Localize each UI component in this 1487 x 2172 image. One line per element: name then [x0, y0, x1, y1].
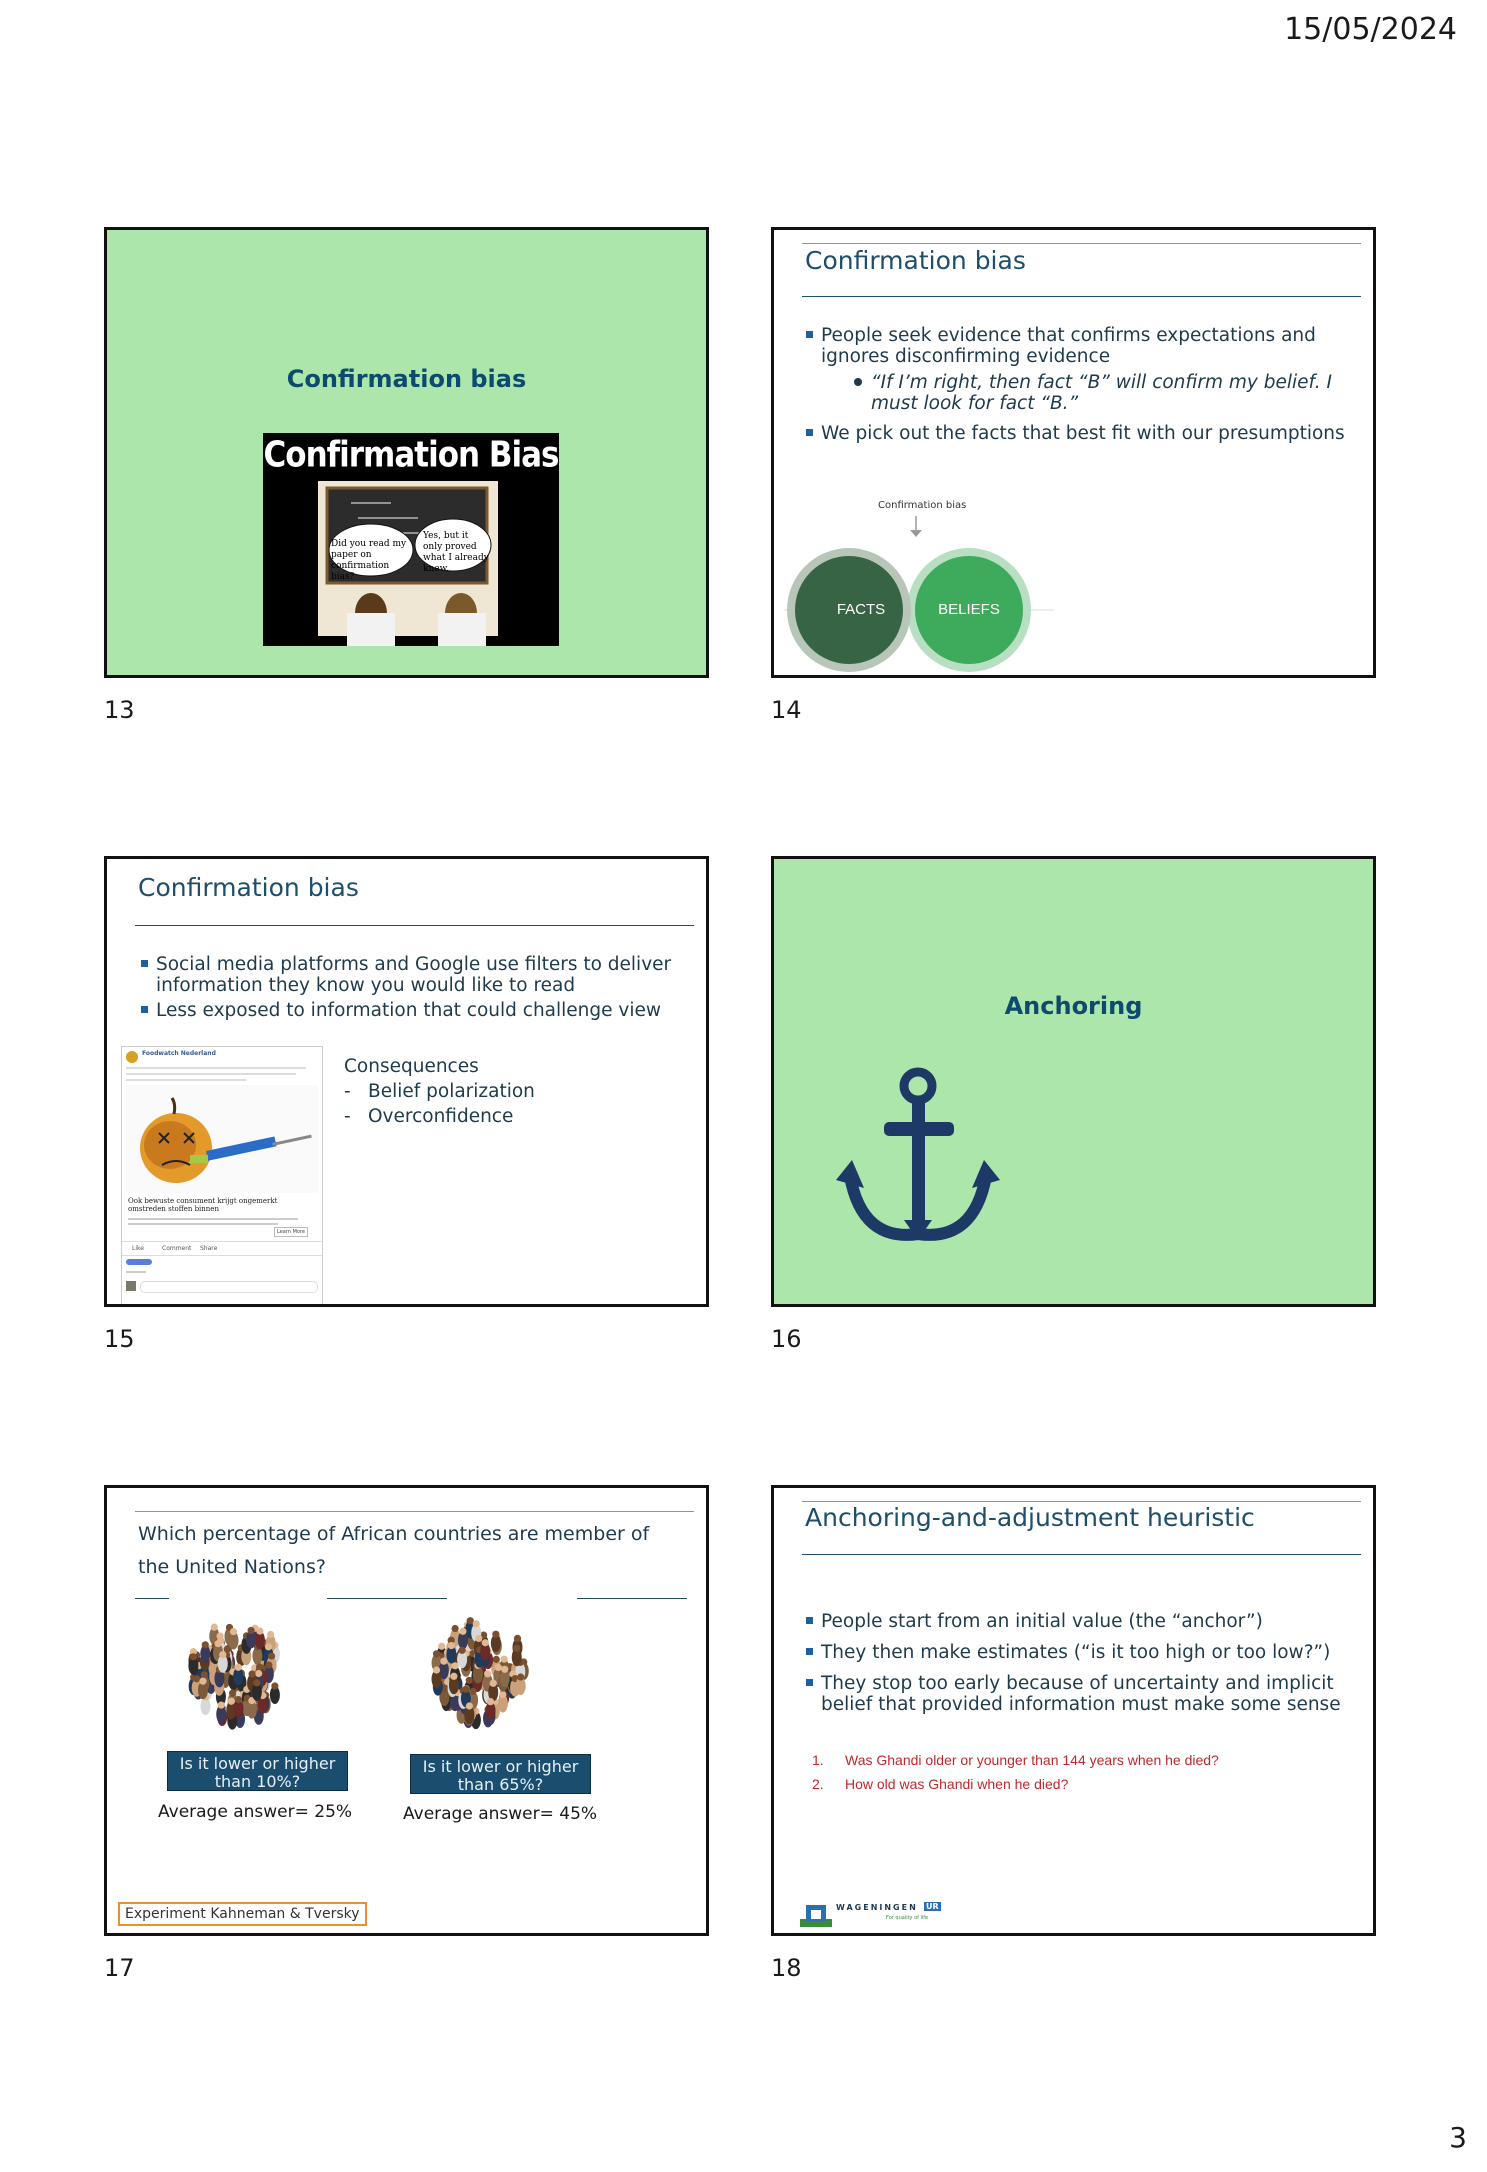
page-number: 3 [1449, 2121, 1467, 2154]
slide-14-number: 14 [771, 696, 802, 724]
slide-15 [104, 856, 709, 1307]
bullet: People seek evidence that confirms expectations and ignores disconfirming evidence [821, 325, 1351, 367]
slide-13 [104, 227, 709, 678]
speech-bubble-left: Did you read my paper on confirmation bias? [331, 539, 407, 582]
slide-15-title: Confirmation bias [138, 873, 359, 902]
slide-15-number: 15 [104, 1325, 135, 1353]
crowd-image-1 [167, 1603, 307, 1743]
facebook-post-screenshot [121, 1046, 323, 1307]
question-box-10: Is it lower or higher than 10%? [167, 1751, 348, 1791]
wageningen-ur-logo [800, 1901, 970, 1929]
slide-17 [104, 1485, 709, 1936]
slide-13-number: 13 [104, 696, 135, 724]
bullet: Less exposed to information that could challenge view [156, 1000, 696, 1021]
post-page-name: Foodwatch Nederland [142, 1050, 216, 1057]
slide-18-number: 18 [771, 1954, 802, 1982]
wageningen-logo-mark [800, 1901, 832, 1927]
post-headline: Ook bewuste consument krijgt ongemerkt omstreden stoffen binnen [128, 1197, 278, 1213]
share-button[interactable]: Share [200, 1245, 218, 1252]
slide-17-title: Which percentage of African countries are member of the United Nations? [138, 1523, 650, 1578]
question-number: 2. [812, 1776, 824, 1792]
ghandi-question-2: How old was Ghandi when he died? [845, 1776, 1069, 1792]
confirmation-bias-cartoon [263, 433, 559, 646]
speech-bubble-right: Yes, but it only proved what I already knew. [423, 531, 489, 574]
slide-17-number: 17 [104, 1954, 135, 1982]
cartoon-title: Confirmation Bias [263, 434, 559, 476]
slide-18-title: Anchoring-and-adjustment heuristic [805, 1503, 1255, 1532]
logo-ur: UR [926, 1902, 939, 1911]
slide-14-title: Confirmation bias [805, 246, 1026, 275]
venn-label-beliefs: BELIEFS [938, 601, 1000, 618]
ghandi-question-1: Was Ghandi older or younger than 144 years when he died? [845, 1752, 1219, 1768]
average-answer-2: Average answer= 45% [403, 1804, 598, 1824]
diagram-caption: Confirmation bias [878, 500, 967, 511]
venn-label-facts: FACTS [836, 601, 886, 618]
bullet: They then make estimates (“is it too high or too low?”) [821, 1642, 1366, 1663]
comment-button[interactable]: Comment [162, 1245, 192, 1252]
logo-text: WAGENINGEN [836, 1903, 918, 1912]
average-answer-1: Average answer= 25% [158, 1802, 353, 1822]
facts-beliefs-venn-diagram [784, 510, 1084, 678]
slide-16-number: 16 [771, 1325, 802, 1353]
cartoon-illustration [263, 433, 559, 646]
logo-tagline: For quality of life [886, 1915, 929, 1921]
sub-bullet: “If I’m right, then fact “B” will confirm my belief. I must look for fact “B.” [871, 372, 1349, 414]
consequence-item: - Belief polarization [344, 1081, 535, 1102]
like-button[interactable]: Like [132, 1245, 144, 1252]
rotten-apple-syringe-image [126, 1085, 318, 1193]
question-box-65: Is it lower or higher than 65%? [410, 1754, 591, 1794]
bullet: Social media platforms and Google use filters to deliver information they know you would like to read [156, 954, 686, 996]
learn-more-button[interactable]: Learn More [274, 1227, 308, 1237]
print-date: 15/05/2024 [1284, 12, 1457, 47]
question-number: 1. [812, 1752, 824, 1768]
bullet: They stop too early because of uncertainty and implicit belief that provided information must make some sense [821, 1673, 1356, 1715]
slide-14 [771, 227, 1376, 678]
slide-18 [771, 1485, 1376, 1936]
slide-16-title: Anchoring [1004, 992, 1143, 1020]
bullet: People start from an initial value (the “anchor”) [821, 1611, 1366, 1632]
bullet: We pick out the facts that best fit with our presumptions [821, 423, 1366, 444]
anchor-icon [834, 1064, 1004, 1254]
slide-16 [771, 856, 1376, 1307]
consequence-item: - Overconfidence [344, 1106, 514, 1127]
slide-13-title: Confirmation bias [286, 365, 527, 393]
consequences-heading: Consequences [344, 1056, 479, 1077]
experiment-credit: Experiment Kahneman & Tversky [118, 1902, 367, 1926]
crowd-image-2 [410, 1603, 550, 1743]
